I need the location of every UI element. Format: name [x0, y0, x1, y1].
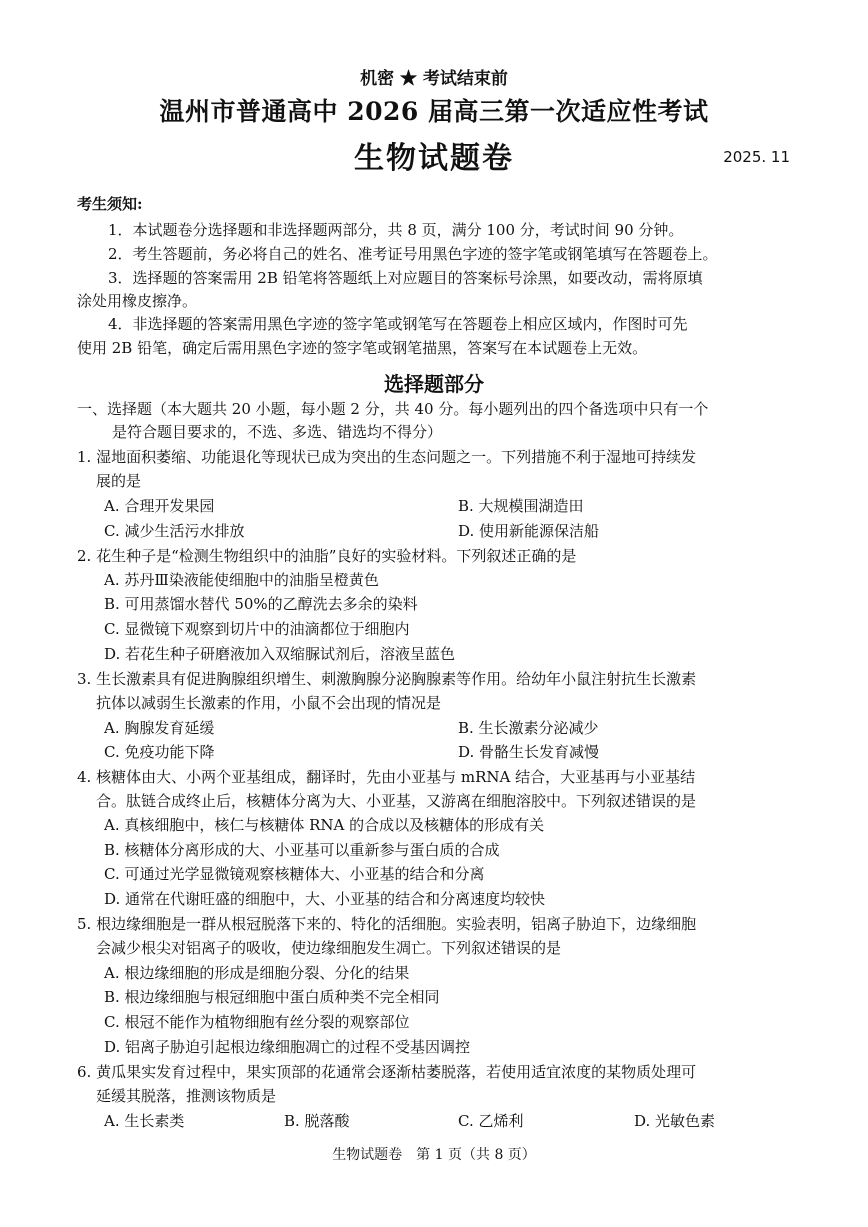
- notes-line-1: 1．本试题卷分选择题和非选择题两部分，共 8 页，满分 100 分，考试时间 90 分钟。: [108, 221, 684, 239]
- question-4-option-d: D. 通常在代谢旺盛的细胞中，大、小亚基的结合和分离速度均较快: [104, 890, 546, 908]
- question-4-option-a: A. 真核细胞中，核仁与核糖体 RNA 的合成以及核糖体的形成有关: [104, 816, 545, 834]
- exam-title: 温州市普通高中 2026 届高三第一次适应性考试: [159, 97, 709, 126]
- question-5-stem-line-2: 会减少根尖对铝离子的吸收，使边缘细胞发生凋亡。下列叙述错误的是: [96, 939, 562, 957]
- question-2-option-c: C. 显微镜下观察到切片中的油滴都位于细胞内: [104, 620, 410, 638]
- question-6-option-b: B. 脱落酸: [284, 1112, 350, 1130]
- question-5-option-b: B. 根边缘细胞与根冠细胞中蛋白质种类不完全相同: [104, 988, 440, 1006]
- notes-line-2: 2．考生答题前，务必将自己的姓名、准考证号用黑色字迹的签字笔或钢笔填写在答题卷上。: [108, 245, 718, 263]
- question-5-option-a: A. 根边缘细胞的形成是细胞分裂、分化的结果: [104, 964, 410, 982]
- question-3-option-a: A. 胸腺发育延缓: [104, 719, 215, 737]
- question-5-option-d: D. 铝离子胁迫引起根边缘细胞凋亡的过程不受基因调控: [104, 1038, 471, 1056]
- question-5-stem-line-1: 5. 根边缘细胞是一群从根冠脱落下来的、特化的活细胞。实验表明，铝离子胁迫下，边缘细胞: [77, 915, 697, 933]
- question-6-option-a: A. 生长素类: [104, 1112, 185, 1130]
- section-intro-line-2: 是符合题目要求的，不选、多选、错选均不得分）: [112, 423, 443, 441]
- question-3-option-d: D. 骨骼生长发育减慢: [458, 743, 600, 761]
- question-6-stem-line-2: 延缓其脱落，推测该物质是: [96, 1087, 277, 1105]
- notes-line-4: 4．非选择题的答案需用黑色字迹的签字笔或钢笔写在答题卷上相应区域内，作图时可先: [108, 315, 688, 333]
- question-1-option-c: C. 减少生活污水排放: [104, 522, 245, 540]
- question-1-stem-line-2: 展的是: [96, 472, 142, 490]
- question-4-option-b: B. 核糖体分离形成的大、小亚基可以重新参与蛋白质的合成: [104, 841, 500, 859]
- question-3-option-b: B. 生长激素分泌减少: [458, 719, 599, 737]
- question-6-stem-line-1: 6. 黄瓜果实发育过程中，果实顶部的花通常会逐渐枯萎脱落，若使用适宜浓度的某物质处理可: [77, 1063, 697, 1081]
- page-footer: 生物试题卷 第 1 页（共 8 页）: [332, 1147, 536, 1163]
- question-2-option-b: B. 可用蒸馏水替代 50%的乙醇洗去多余的染料: [104, 595, 418, 613]
- notes-line-3-cont: 涂处用橡皮擦净。: [77, 292, 198, 310]
- subject-title: 生物试题卷: [354, 141, 514, 176]
- notes-heading: 考生须知:: [77, 195, 143, 213]
- section-title: 选择题部分: [384, 372, 484, 396]
- question-3-option-c: C. 免疫功能下降: [104, 743, 215, 761]
- question-3-stem-line-1: 3. 生长激素具有促进胸腺组织增生、刺激胸腺分泌胸腺素等作用。给幼年小鼠注射抗生长激素: [77, 670, 697, 688]
- notes-line-4-cont: 使用 2B 铅笔，确定后需用黑色字迹的签字笔或钢笔描黑，答案写在本试题卷上无效。: [77, 339, 648, 357]
- exam-date: 2025. 11: [723, 148, 790, 166]
- question-1-option-d: D. 使用新能源保洁船: [458, 522, 600, 540]
- question-4-option-c: C. 可通过光学显微镜观察核糖体大、小亚基的结合和分离: [104, 865, 485, 883]
- question-4-stem-line-2: 合。肽链合成终止后，核糖体分离为大、小亚基，又游离在细胞溶胶中。下列叙述错误的是: [96, 792, 697, 810]
- section-intro-line-1: 一、选择题（本大题共 20 小题，每小题 2 分，共 40 分。每小题列出的四个备选项中只有一个: [77, 400, 709, 418]
- question-4-stem-line-1: 4. 核糖体由大、小两个亚基组成，翻译时，先由小亚基与 mRNA 结合，大亚基再与小亚基结: [77, 768, 696, 786]
- question-1-stem-line-1: 1. 湿地面积萎缩、功能退化等现状已成为突出的生态问题之一。下列措施不利于湿地可持续发: [77, 448, 697, 466]
- question-6-option-c: C. 乙烯利: [458, 1112, 524, 1130]
- confidential-label: 机密 ★ 考试结束前: [360, 69, 508, 89]
- question-2-option-a: A. 苏丹Ⅲ染液能使细胞中的油脂呈橙黄色: [104, 571, 379, 589]
- question-1-option-a: A. 合理开发果园: [104, 497, 215, 515]
- question-5-option-c: C. 根冠不能作为植物细胞有丝分裂的观察部位: [104, 1013, 410, 1031]
- question-1-option-b: B. 大规模围湖造田: [458, 497, 584, 515]
- question-2-stem-line-1: 2. 花生种子是“检测生物组织中的油脂”良好的实验材料。下列叙述正确的是: [77, 547, 577, 565]
- question-3-stem-line-2: 抗体以减弱生长激素的作用，小鼠不会出现的情况是: [96, 694, 442, 712]
- question-6-option-d: D. 光敏色素: [634, 1112, 716, 1130]
- question-2-option-d: D. 若花生种子研磨液加入双缩脲试剂后，溶液呈蓝色: [104, 645, 456, 663]
- notes-line-3: 3．选择题的答案需用 2B 铅笔将答题纸上对应题目的答案标号涂黑，如要改动，需将原填: [108, 269, 703, 287]
